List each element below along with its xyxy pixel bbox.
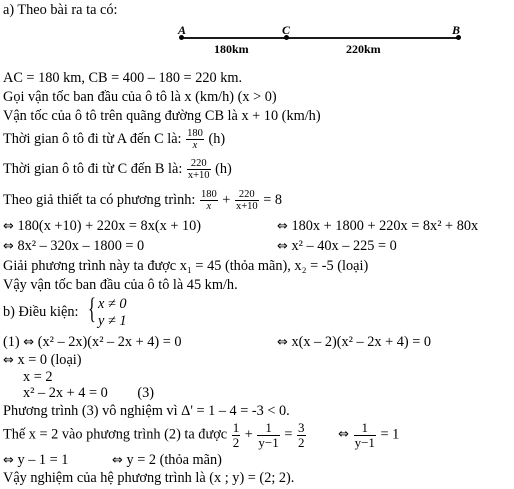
time-ac-text: Thời gian ô tô đi từ A đến C là: [3, 130, 182, 147]
part-b-conclusion: Vậy nghiệm của hệ phương trình là (x ; y) = (2; 2). [3, 470, 295, 486]
part-a-line-8-left [3, 239, 144, 253]
part-b-line-2 [3, 353, 82, 367]
fraction-180-x [186, 128, 204, 151]
equals-8: = 8 [263, 191, 282, 208]
fraction-180-x [200, 189, 218, 212]
fraction-denominator: x [192, 140, 198, 152]
equivalent-arrow-icon: ⇔ [3, 239, 14, 254]
equivalent-arrow-icon: ⇔ [338, 427, 349, 443]
fraction-denominator: y−1 [258, 434, 279, 450]
equation-step: 8x² – 320x – 1800 = 0 [17, 238, 145, 254]
equivalent-arrow-icon: ⇔ [112, 453, 123, 468]
equation-ref-1: (1) [3, 334, 20, 350]
fraction-denominator: 2 [232, 434, 240, 450]
plus-sign: + [222, 191, 231, 208]
equation-intro: Theo giả thiết ta có phương trình: [3, 191, 196, 208]
fraction-numerator: 180 [187, 128, 203, 139]
equation-step: 180x + 1800 + 220x = 8x² + 80x [291, 218, 479, 234]
equals-sign: = [284, 426, 293, 443]
fraction-denominator: x [206, 201, 212, 213]
fraction-3-2 [297, 421, 306, 449]
fraction-1-2 [232, 421, 241, 449]
segment-ac-label: 180km [214, 42, 249, 56]
time-ac-unit: (h) [208, 130, 226, 147]
fraction-numerator: 220 [235, 189, 259, 201]
part-a-line-5 [3, 158, 232, 181]
part-b-line-1-left [3, 335, 182, 349]
substitute-text: Thế x = 2 vào phương trình (2) ta được [3, 426, 228, 443]
equivalent-arrow-icon: ⇔ [3, 453, 14, 468]
part-b-line-7-left [3, 453, 68, 467]
equivalent-arrow-icon: ⇔ [277, 335, 288, 350]
part-a-line-2: Gọi vận tốc ban đầu của ô tô là x (km/h) (x > 0) [3, 89, 277, 105]
part-a-line-1: AC = 180 km, CB = 400 – 180 = 220 km. [3, 70, 243, 86]
quadratic-3: x² – 2x + 4 = 0 [23, 385, 108, 401]
part-a-line-3: Vận tốc của ô tô trên quãng đường CB là x + 10 (km/h) [3, 108, 321, 124]
part-b-line-3: x = 2 [23, 369, 53, 385]
condition-label: b) Điều kiện: [3, 304, 79, 320]
fraction-numerator: 1 [232, 420, 240, 435]
fraction-1-y1 [354, 421, 376, 449]
segment-diagram [176, 23, 466, 58]
part-a-line-9: Giải phương trình này ta được x₁ = 45 (thỏa mãn), x₂ = -5 (loại) [3, 258, 369, 274]
part-a-line-8-right [277, 239, 397, 253]
fraction-denominator: x+10 [235, 201, 258, 213]
part-b-line-6 [3, 421, 399, 449]
point-a-label: A [178, 23, 187, 37]
part-a-line-6 [3, 189, 282, 212]
condition-y: y ≠ 1 [98, 313, 127, 329]
fraction-220-x10 [235, 189, 259, 212]
part-a-heading: a) Theo bài ra ta có: [3, 2, 118, 18]
fraction-numerator: 180 [200, 189, 217, 200]
fraction-denominator: 2 [298, 434, 305, 450]
equivalent-arrow-icon: ⇔ [3, 219, 14, 234]
fraction-numerator: 1 [257, 421, 279, 436]
equivalent-arrow-icon: ⇔ [23, 335, 35, 350]
equivalent-arrow-icon: ⇔ [277, 219, 288, 234]
equals-1: = 1 [380, 426, 400, 443]
equation-step: x² – 40x – 225 = 0 [291, 238, 397, 254]
equivalent-arrow-icon: ⇔ [277, 239, 288, 254]
fraction-numerator: 220 [187, 158, 211, 170]
plus-sign: + [244, 426, 253, 443]
segment-cb-label: 220km [346, 42, 381, 56]
part-b-line-1-right [277, 335, 431, 349]
condition-x: x ≠ 0 [98, 296, 127, 312]
equation-step: y = 2 (thỏa mãn) [126, 452, 222, 468]
point-c-label: C [282, 23, 291, 37]
system-brace: { [88, 292, 96, 325]
part-a-line-7-left [3, 219, 201, 233]
fraction-denominator: y−1 [354, 434, 375, 450]
part-a-line-10: Vậy vận tốc ban đầu của ô tô là 45 km/h. [3, 277, 238, 293]
fraction-numerator: 3 [298, 420, 305, 435]
segment-line [181, 37, 459, 39]
part-b-line-7-right [112, 453, 222, 467]
fraction-numerator: 1 [354, 421, 376, 436]
time-cb-unit: (h) [215, 160, 232, 177]
equation-step: y – 1 = 1 [17, 452, 69, 468]
equation-step: 180(x +10) + 220x = 8x(x + 10) [17, 218, 202, 234]
fraction-denominator: x+10 [187, 170, 210, 182]
fraction-1-y1 [257, 421, 279, 449]
point-b-label: B [452, 23, 461, 37]
equation-step: (x² – 2x)(x² – 2x + 4) = 0 [37, 334, 182, 350]
equivalent-arrow-icon: ⇔ [3, 353, 14, 368]
fraction-220-x10 [187, 158, 211, 181]
part-b-line-4 [23, 386, 154, 400]
time-cb-text: Thời gian ô tô đi từ C đến B là: [3, 160, 183, 177]
part-b-line-5: Phương trình (3) vô nghiệm vì Δ' = 1 – 4 = -3 < 0. [3, 403, 290, 419]
part-a-line-4 [3, 128, 225, 151]
equation-tag-3: (3) [137, 385, 154, 401]
part-a-line-7-right [277, 219, 478, 233]
case-x0: x = 0 (loại) [17, 352, 82, 368]
equation-step: x(x – 2)(x² – 2x + 4) = 0 [291, 334, 432, 350]
